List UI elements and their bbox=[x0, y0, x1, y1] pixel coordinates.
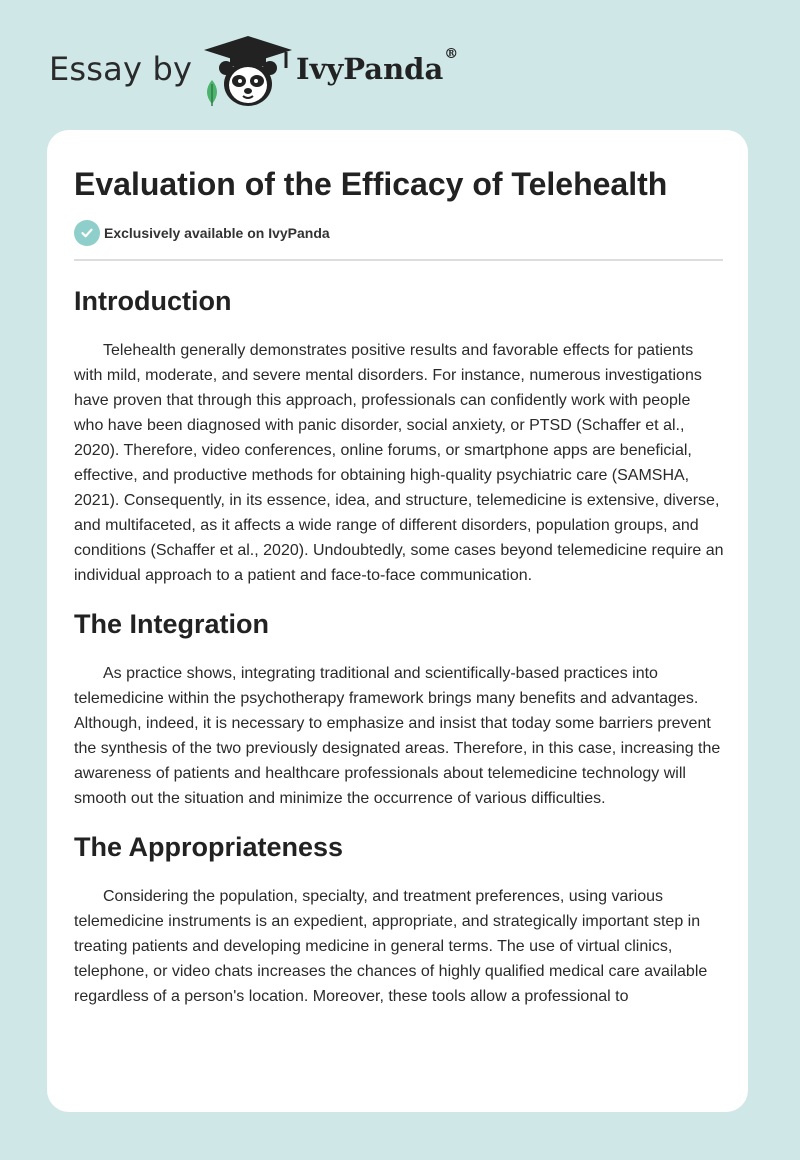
section-paragraph-integration: As practice shows, integrating traditional and scientifically-based practices into telemedicine within the psychotherapy framework brings many benefits and advantages. Although, indeed, it is necessary to emphasize and insist that today some barriers prevent the synthesis of the two previously designated areas. Therefore, in this case, increasing the awareness of patients and healthcare professionals about telemedicine technology will smooth out the situation and minimize the occurrence of various difficulties. bbox=[74, 665, 721, 807]
section-heading-appropriateness: The Appropriateness bbox=[74, 832, 344, 862]
check-circle-icon bbox=[74, 220, 100, 246]
site-header bbox=[0, 0, 800, 130]
panda-graduation-cap-icon[interactable] bbox=[200, 34, 296, 110]
brand-name[interactable] bbox=[296, 46, 459, 86]
exclusive-badge-text: Exclusively available on IvyPanda bbox=[104, 225, 330, 241]
section-heading-integration: The Integration bbox=[74, 609, 269, 639]
page-title: Evaluation of the Efficacy of Telehealth bbox=[74, 166, 668, 202]
brand-prefix: Essay by bbox=[49, 50, 193, 88]
registered-mark: ® bbox=[444, 46, 459, 62]
title-divider bbox=[74, 259, 723, 261]
section-paragraph-introduction: Telehealth generally demonstrates positive results and favorable effects for patients with mild, moderate, and severe mental disorders. For instance, numerous investigations have proven that through this approach, professionals can confidently work with people who have been diagnosed with panic disorder, social anxiety, or PTSD (Schaffer et al., 2020). Therefore, video conferences, online forums, or smartphone apps are beneficial, effective, and productive methods for obtaining high-quality psychiatric care (SAMSHA, 2021). Consequently, in its essence, idea, and structure, telemedicine is extensive, diverse, and multifaceted, as it affects a wide range of different disorders, population groups, and conditions (Schaffer et al., 2020). Undoubtedly, some cases beyond telemedicine require an individual approach to a patient and face-to-face communication. bbox=[74, 342, 724, 584]
section-paragraph-appropriateness: Considering the population, specialty, and treatment preferences, using various telemedicine instruments is an expedient, appropriate, and strategically important step in treating patients and developing medicine in general terms. The use of virtual clinics, telephone, or video chats increases the chances of highly qualified medical care available regardless of a person's location. Moreover, these tools allow a professional to bbox=[74, 888, 708, 1005]
section-heading-introduction: Introduction bbox=[74, 286, 232, 316]
essay-content bbox=[74, 164, 724, 1009]
essay-card bbox=[47, 130, 748, 1112]
exclusive-badge bbox=[74, 220, 724, 246]
brand-name-text: IvyPanda bbox=[296, 52, 444, 86]
